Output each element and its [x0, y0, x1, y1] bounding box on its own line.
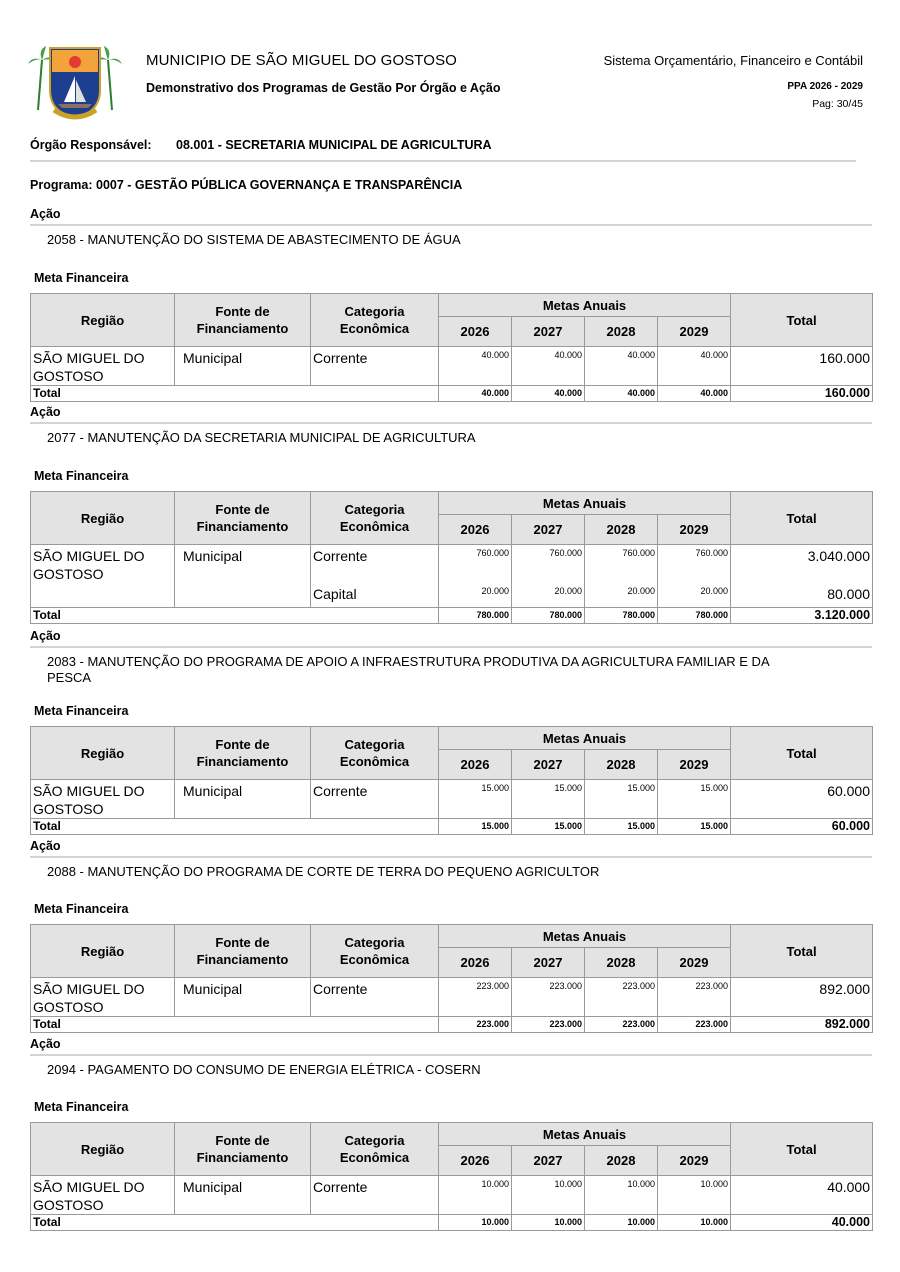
acao-label: Ação [30, 1037, 61, 1051]
grand-total: 60.000 [731, 819, 873, 835]
cell-year-value: 10.000 [658, 1176, 731, 1215]
meta-financeira-label: Meta Financeira [34, 1100, 129, 1114]
cell-categoria: Capital [311, 583, 439, 607]
total-year-value: 10.000 [439, 1215, 512, 1231]
meta-financeira-label: Meta Financeira [34, 271, 129, 285]
total-year-value: 223.000 [658, 1017, 731, 1033]
col-header-total: Total [731, 727, 873, 780]
cell-year-value: 40.000 [439, 347, 512, 386]
grand-total: 40.000 [731, 1215, 873, 1231]
divider [30, 646, 872, 648]
cell-regiao: SÃO MIGUEL DO GOSTOSO [31, 780, 175, 819]
cell-year-value: 15.000 [658, 780, 731, 819]
col-header-regiao: Região [31, 925, 175, 978]
col-header-regiao: Região [31, 294, 175, 347]
col-header-regiao: Região [31, 492, 175, 545]
municipality-name: MUNICIPIO DE SÃO MIGUEL DO GOSTOSO [146, 52, 457, 69]
acao-section [30, 206, 872, 285]
acao-section [30, 628, 872, 718]
col-header-year: 2027 [512, 515, 585, 545]
cell-year-value: 760.000 [512, 545, 585, 584]
cell-total: 40.000 [731, 1176, 873, 1215]
acao-label: Ação [30, 629, 61, 643]
acao-label: Ação [30, 405, 61, 419]
cell-year-value: 10.000 [439, 1176, 512, 1215]
cell-fonte: Municipal [175, 545, 311, 584]
total-year-value: 223.000 [439, 1017, 512, 1033]
col-header-year: 2029 [658, 750, 731, 780]
cell-year-value: 760.000 [585, 545, 658, 584]
total-year-value: 223.000 [585, 1017, 658, 1033]
acao-title: 2058 - MANUTENÇÃO DO SISTEMA DE ABASTECIMENTO DE ÁGUA [47, 232, 461, 247]
col-header-regiao: Região [31, 727, 175, 780]
grand-total: 3.120.000 [731, 607, 873, 623]
cell-year-value: 223.000 [512, 978, 585, 1017]
col-header-year: 2029 [658, 1146, 731, 1176]
col-header-year: 2029 [658, 317, 731, 347]
cell-categoria: Corrente [311, 1176, 439, 1215]
grand-total: 160.000 [731, 386, 873, 402]
total-year-value: 40.000 [439, 386, 512, 402]
cell-regiao: SÃO MIGUEL DO GOSTOSO [31, 347, 175, 386]
cell-regiao [31, 583, 175, 607]
divider [30, 224, 872, 226]
col-header-year: 2027 [512, 1146, 585, 1176]
total-year-value: 10.000 [585, 1215, 658, 1231]
divider [30, 1054, 872, 1056]
page-number: Pag: 30/45 [812, 98, 863, 110]
report-title: Demonstrativo dos Programas de Gestão Por Órgão e Ação [146, 81, 501, 95]
total-year-value: 10.000 [658, 1215, 731, 1231]
total-label: Total [31, 819, 439, 835]
col-header-categoria: Categoria Econômica [311, 294, 439, 347]
cell-year-value: 760.000 [658, 545, 731, 584]
col-header-fonte: Fonte de Financiamento [175, 492, 311, 545]
meta-financeira-label: Meta Financeira [34, 902, 129, 916]
acao-section [30, 404, 872, 483]
table-total-row [31, 607, 873, 623]
table-row [31, 583, 873, 607]
grand-total: 892.000 [731, 1017, 873, 1033]
col-header-total: Total [731, 925, 873, 978]
total-year-value: 780.000 [658, 607, 731, 623]
acao-title: 2077 - MANUTENÇÃO DA SECRETARIA MUNICIPAL DE AGRICULTURA [47, 430, 476, 445]
meta-financeira-table [30, 726, 873, 835]
cell-fonte: Municipal [175, 1176, 311, 1215]
col-header-year: 2026 [439, 948, 512, 978]
cell-total: 80.000 [731, 583, 873, 607]
col-header-metas-anuais: Metas Anuais [439, 492, 731, 515]
cell-year-value: 20.000 [658, 583, 731, 607]
col-header-categoria: Categoria Econômica [311, 925, 439, 978]
meta-financeira-table [30, 491, 873, 624]
col-header-year: 2027 [512, 750, 585, 780]
total-year-value: 780.000 [439, 607, 512, 623]
col-header-year: 2026 [439, 515, 512, 545]
divider [30, 160, 856, 162]
meta-financeira-label: Meta Financeira [34, 704, 129, 718]
col-header-metas-anuais: Metas Anuais [439, 294, 731, 317]
meta-financeira-table [30, 924, 873, 1033]
acao-title: 2083 - MANUTENÇÃO DO PROGRAMA DE APOIO A INFRAESTRUTURA PRODUTIVA DA AGRICULTURA FAMILIAR E DA PESCA [47, 654, 769, 685]
cell-regiao: SÃO MIGUEL DO GOSTOSO [31, 545, 175, 584]
total-year-value: 15.000 [512, 819, 585, 835]
acao-section [30, 1036, 872, 1114]
acao-title: 2094 - PAGAMENTO DO CONSUMO DE ENERGIA ELÉTRICA - COSERN [47, 1062, 481, 1077]
total-year-value: 780.000 [585, 607, 658, 623]
col-header-year: 2028 [585, 948, 658, 978]
cell-year-value: 10.000 [585, 1176, 658, 1215]
cell-year-value: 40.000 [512, 347, 585, 386]
total-label: Total [31, 1017, 439, 1033]
cell-year-value: 10.000 [512, 1176, 585, 1215]
cell-categoria: Corrente [311, 545, 439, 584]
col-header-total: Total [731, 492, 873, 545]
table-row [31, 978, 873, 1017]
orgao-responsavel [30, 138, 492, 152]
cell-categoria: Corrente [311, 978, 439, 1017]
col-header-year: 2026 [439, 317, 512, 347]
acao-title: 2088 - MANUTENÇÃO DO PROGRAMA DE CORTE DE TERRA DO PEQUENO AGRICULTOR [47, 864, 600, 879]
total-year-value: 780.000 [512, 607, 585, 623]
cell-year-value: 20.000 [512, 583, 585, 607]
col-header-metas-anuais: Metas Anuais [439, 1123, 731, 1146]
table-total-row [31, 1017, 873, 1033]
cell-year-value: 760.000 [439, 545, 512, 584]
total-label: Total [31, 386, 439, 402]
col-header-fonte: Fonte de Financiamento [175, 294, 311, 347]
col-header-year: 2026 [439, 750, 512, 780]
col-header-year: 2026 [439, 1146, 512, 1176]
acao-label: Ação [30, 207, 61, 221]
col-header-year: 2028 [585, 1146, 658, 1176]
total-year-value: 40.000 [512, 386, 585, 402]
col-header-metas-anuais: Metas Anuais [439, 925, 731, 948]
col-header-categoria: Categoria Econômica [311, 492, 439, 545]
cell-year-value: 20.000 [585, 583, 658, 607]
meta-financeira-label: Meta Financeira [34, 469, 129, 483]
col-header-categoria: Categoria Econômica [311, 1123, 439, 1176]
col-header-total: Total [731, 1123, 873, 1176]
col-header-year: 2029 [658, 515, 731, 545]
total-year-value: 40.000 [658, 386, 731, 402]
cell-fonte [175, 583, 311, 607]
cell-regiao: SÃO MIGUEL DO GOSTOSO [31, 1176, 175, 1215]
cell-year-value: 223.000 [658, 978, 731, 1017]
table-row [31, 347, 873, 386]
col-header-year: 2027 [512, 317, 585, 347]
cell-year-value: 20.000 [439, 583, 512, 607]
total-year-value: 15.000 [439, 819, 512, 835]
municipal-coat-of-arms-logo [28, 40, 122, 122]
table-total-row [31, 386, 873, 402]
acao-section [30, 838, 872, 916]
total-year-value: 15.000 [585, 819, 658, 835]
col-header-regiao: Região [31, 1123, 175, 1176]
cell-year-value: 15.000 [585, 780, 658, 819]
ppa-period: PPA 2026 - 2029 [787, 81, 863, 92]
col-header-year: 2028 [585, 750, 658, 780]
cell-year-value: 15.000 [512, 780, 585, 819]
cell-year-value: 40.000 [585, 347, 658, 386]
table-row [31, 545, 873, 584]
table-row [31, 780, 873, 819]
table-total-row [31, 1215, 873, 1231]
cell-regiao: SÃO MIGUEL DO GOSTOSO [31, 978, 175, 1017]
col-header-year: 2027 [512, 948, 585, 978]
cell-year-value: 223.000 [585, 978, 658, 1017]
col-header-fonte: Fonte de Financiamento [175, 1123, 311, 1176]
total-year-value: 10.000 [512, 1215, 585, 1231]
cell-total: 3.040.000 [731, 545, 873, 584]
cell-fonte: Municipal [175, 780, 311, 819]
meta-financeira-table [30, 1122, 873, 1231]
col-header-total: Total [731, 294, 873, 347]
cell-year-value: 40.000 [658, 347, 731, 386]
cell-year-value: 15.000 [439, 780, 512, 819]
cell-total: 892.000 [731, 978, 873, 1017]
table-row [31, 1176, 873, 1215]
programa-title: Programa: 0007 - GESTÃO PÚBLICA GOVERNANÇA E TRANSPARÊNCIA [30, 178, 463, 192]
col-header-year: 2028 [585, 317, 658, 347]
col-header-categoria: Categoria Econômica [311, 727, 439, 780]
total-year-value: 223.000 [512, 1017, 585, 1033]
orgao-value: 08.001 - SECRETARIA MUNICIPAL DE AGRICULTURA [176, 138, 492, 152]
cell-year-value: 223.000 [439, 978, 512, 1017]
acao-label: Ação [30, 839, 61, 853]
system-name: Sistema Orçamentário, Financeiro e Contábil [603, 53, 863, 68]
table-total-row [31, 819, 873, 835]
total-year-value: 40.000 [585, 386, 658, 402]
col-header-fonte: Fonte de Financiamento [175, 925, 311, 978]
cell-categoria: Corrente [311, 780, 439, 819]
cell-total: 160.000 [731, 347, 873, 386]
divider [30, 856, 872, 858]
cell-total: 60.000 [731, 780, 873, 819]
cell-fonte: Municipal [175, 347, 311, 386]
col-header-year: 2028 [585, 515, 658, 545]
orgao-label: Órgão Responsável: [30, 138, 152, 152]
cell-fonte: Municipal [175, 978, 311, 1017]
divider [30, 422, 872, 424]
col-header-year: 2029 [658, 948, 731, 978]
cell-categoria: Corrente [311, 347, 439, 386]
col-header-metas-anuais: Metas Anuais [439, 727, 731, 750]
total-label: Total [31, 607, 439, 623]
col-header-fonte: Fonte de Financiamento [175, 727, 311, 780]
total-year-value: 15.000 [658, 819, 731, 835]
total-label: Total [31, 1215, 439, 1231]
meta-financeira-table [30, 293, 873, 402]
